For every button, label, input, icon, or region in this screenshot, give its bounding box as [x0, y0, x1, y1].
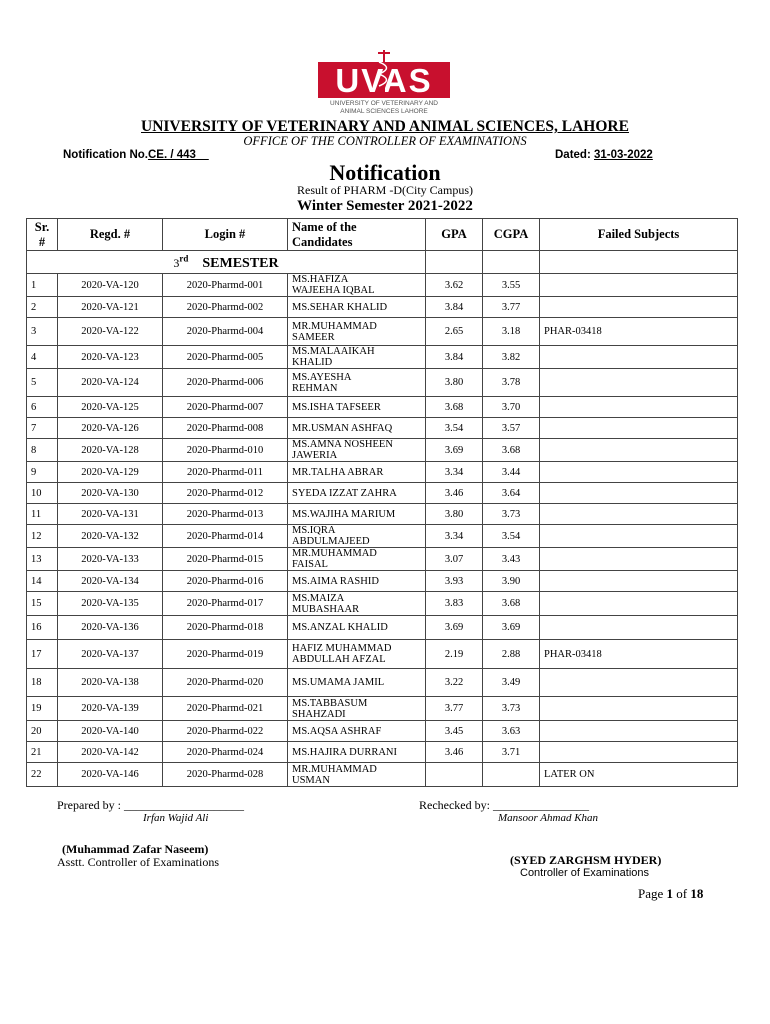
name-cell	[288, 616, 426, 640]
notification-number-label: Notification No.	[63, 149, 148, 161]
candidate-name-line2: JAWERIA	[292, 450, 338, 461]
sr-cell: 8	[27, 439, 58, 462]
sr-cell: 20	[27, 721, 58, 742]
login-cell: 2020-Pharmd-015	[163, 548, 288, 571]
name-cell	[288, 397, 426, 418]
candidate-name-line1: MS.WAJIHA MARIUM	[292, 508, 396, 520]
gpa-cell: 2.65	[426, 318, 483, 346]
candidate-name-line2: WAJEEHA IQBAL	[292, 285, 375, 296]
rechecked-by: Rechecked by: ________________	[419, 798, 589, 812]
candidate-name-line1: MS.SEHAR KHALID	[292, 301, 388, 313]
semester-label	[173, 253, 279, 272]
cgpa-cell: 2.88	[483, 640, 540, 669]
table-row	[27, 525, 738, 548]
candidate-name-line1: MR.MUHAMMAD	[292, 763, 377, 775]
regd-cell: 2020-VA-137	[58, 640, 163, 669]
regd-cell: 2020-VA-132	[58, 525, 163, 548]
result-of-subtitle: Result of PHARM -D(City Campus)	[296, 183, 473, 197]
candidate-name-line2: ABDULLAH AFZAL	[292, 654, 386, 665]
table-row	[27, 369, 738, 397]
gpa-cell: 3.45	[426, 721, 483, 742]
login-cell: 2020-Pharmd-019	[163, 640, 288, 669]
semester-ordinal: rd	[179, 253, 189, 264]
gpa-cell: 3.80	[426, 504, 483, 525]
failed-cell	[540, 418, 738, 439]
regd-cell: 2020-VA-146	[58, 763, 163, 787]
sr-cell: 1	[27, 274, 58, 297]
table-row	[27, 504, 738, 525]
cgpa-cell: 3.70	[483, 397, 540, 418]
gpa-cell: 3.22	[426, 669, 483, 697]
candidate-name-line1: MS.UMAMA JAMIL	[292, 677, 385, 688]
regd-cell: 2020-VA-124	[58, 369, 163, 397]
regd-cell: 2020-VA-135	[58, 592, 163, 616]
candidate-name-line1: MR.TALHA ABRAR	[292, 466, 384, 478]
cgpa-cell	[483, 763, 540, 787]
sr-cell: 7	[27, 418, 58, 439]
prepared-by-name: Irfan Wajid Ali	[143, 812, 209, 824]
failed-cell	[540, 397, 738, 418]
name-cell	[288, 548, 426, 571]
gpa-cell: 3.84	[426, 297, 483, 318]
logo-text: UVAS	[335, 62, 433, 99]
table-row	[27, 640, 738, 669]
col-header-sr	[27, 219, 58, 251]
candidate-name-line2: KHALID	[292, 357, 333, 368]
regd-cell: 2020-VA-130	[58, 483, 163, 504]
controller-title: Controller of Examinations	[520, 867, 650, 879]
candidate-name-line1: MR.MUHAMMAD	[292, 548, 377, 559]
login-cell: 2020-Pharmd-016	[163, 571, 288, 592]
sr-cell: 15	[27, 592, 58, 616]
cgpa-cell: 3.49	[483, 669, 540, 697]
candidate-name-line1: MS.IQRA	[292, 525, 336, 536]
regd-cell: 2020-VA-139	[58, 697, 163, 721]
login-cell: 2020-Pharmd-014	[163, 525, 288, 548]
sr-cell: 10	[27, 483, 58, 504]
login-cell: 2020-Pharmd-007	[163, 397, 288, 418]
sr-cell: 4	[27, 346, 58, 369]
table-row	[27, 297, 738, 318]
gpa-cell: 3.80	[426, 369, 483, 397]
table-row	[27, 397, 738, 418]
gpa-cell: 3.34	[426, 462, 483, 483]
candidate-name-line1: MS.TABBASUM	[292, 697, 368, 709]
assistant-controller-title: Asstt. Controller of Examinations	[57, 855, 219, 869]
gpa-cell: 2.19	[426, 640, 483, 669]
rechecked-by-name: Mansoor Ahmad Khan	[498, 812, 599, 824]
sr-cell: 3	[27, 318, 58, 346]
failed-cell: PHAR-03418	[540, 640, 738, 669]
logo-subtitle-line1: UNIVERSITY OF VETERINARY AND	[330, 100, 438, 107]
col-header-sr-line2: #	[38, 234, 46, 249]
cgpa-cell: 3.78	[483, 369, 540, 397]
candidate-name-line2: SAMEER	[292, 331, 335, 343]
semester-row	[27, 251, 738, 274]
table-row	[27, 548, 738, 571]
name-cell	[288, 592, 426, 616]
page-number	[638, 886, 703, 902]
name-cell	[288, 462, 426, 483]
candidate-name-line1: MS.AMNA NOSHEEN	[292, 439, 393, 450]
prepared-by: Prepared by : ____________________	[57, 798, 244, 812]
sr-cell: 9	[27, 462, 58, 483]
dated-label: Dated:	[555, 149, 594, 161]
failed-cell	[540, 669, 738, 697]
page-of: of	[673, 886, 691, 901]
col-header-gpa: GPA	[426, 219, 483, 251]
gpa-cell: 3.34	[426, 525, 483, 548]
notification-number-value: CE. / 443__	[147, 149, 209, 161]
failed-cell	[540, 616, 738, 640]
candidate-name-line1: MS.AIMA RASHID	[292, 575, 379, 587]
controller-name: (SYED ZARGHSM HYDER)	[510, 853, 662, 867]
cgpa-cell: 3.69	[483, 616, 540, 640]
gpa-cell	[426, 763, 483, 787]
failed-cell	[540, 721, 738, 742]
name-cell	[288, 483, 426, 504]
col-header-sr-line1: Sr.	[34, 219, 50, 234]
page-title: Notification	[329, 160, 441, 185]
gpa-cell: 3.93	[426, 571, 483, 592]
login-cell: 2020-Pharmd-001	[163, 274, 288, 297]
failed-cell	[540, 346, 738, 369]
page-total: 18	[690, 886, 704, 901]
uvas-logo	[313, 48, 455, 118]
candidate-name-line1: MS.HAFIZA	[292, 274, 349, 285]
table-row	[27, 274, 738, 297]
regd-cell: 2020-VA-123	[58, 346, 163, 369]
failed-cell	[540, 274, 738, 297]
failed-cell	[540, 742, 738, 763]
results-table	[26, 218, 738, 787]
name-cell	[288, 697, 426, 721]
col-header-name-line1: Name of the	[292, 219, 357, 234]
regd-cell: 2020-VA-138	[58, 669, 163, 697]
table-row	[27, 483, 738, 504]
table-row	[27, 318, 738, 346]
cgpa-cell: 3.73	[483, 504, 540, 525]
candidate-name-line1: MS.ISHA TAFSEER	[292, 401, 381, 413]
regd-cell: 2020-VA-122	[58, 318, 163, 346]
cgpa-cell: 3.68	[483, 592, 540, 616]
cgpa-cell: 3.82	[483, 346, 540, 369]
failed-cell	[540, 571, 738, 592]
col-header-cgpa: CGPA	[483, 219, 540, 251]
candidate-name-line1: SYEDA IZZAT ZAHRA	[292, 487, 397, 499]
failed-cell: PHAR-03418	[540, 318, 738, 346]
login-cell: 2020-Pharmd-028	[163, 763, 288, 787]
candidate-name-line2: REHMAN	[292, 382, 338, 394]
sr-cell: 11	[27, 504, 58, 525]
cgpa-cell: 3.18	[483, 318, 540, 346]
login-cell: 2020-Pharmd-021	[163, 697, 288, 721]
failed-cell	[540, 697, 738, 721]
failed-cell: LATER ON	[540, 763, 738, 787]
candidate-name-line1: MS.AYESHA	[292, 371, 352, 383]
failed-cell	[540, 297, 738, 318]
candidate-name-line1: MR.MUHAMMAD	[292, 320, 377, 332]
login-cell: 2020-Pharmd-004	[163, 318, 288, 346]
gpa-cell: 3.46	[426, 483, 483, 504]
name-cell	[288, 297, 426, 318]
regd-cell: 2020-VA-133	[58, 548, 163, 571]
sr-cell: 6	[27, 397, 58, 418]
failed-cell	[540, 525, 738, 548]
regd-cell: 2020-VA-121	[58, 297, 163, 318]
name-cell	[288, 742, 426, 763]
name-cell	[288, 274, 426, 297]
semester-label-cell	[27, 251, 426, 274]
login-cell: 2020-Pharmd-012	[163, 483, 288, 504]
sr-cell: 13	[27, 548, 58, 571]
table-row	[27, 742, 738, 763]
table-row	[27, 697, 738, 721]
cgpa-cell: 3.68	[483, 439, 540, 462]
candidate-name-line1: MS.MALAAIKAH	[292, 346, 375, 357]
login-cell: 2020-Pharmd-010	[163, 439, 288, 462]
gpa-cell: 3.54	[426, 418, 483, 439]
sr-cell: 12	[27, 525, 58, 548]
table-row	[27, 571, 738, 592]
name-cell	[288, 318, 426, 346]
failed-cell	[540, 592, 738, 616]
regd-cell: 2020-VA-128	[58, 439, 163, 462]
table-row	[27, 418, 738, 439]
office-title: OFFICE OF THE CONTROLLER OF EXAMINATIONS	[243, 134, 527, 148]
name-cell	[288, 369, 426, 397]
candidate-name-line1: MS.HAJIRA DURRANI	[292, 746, 398, 758]
col-header-name-line2: Candidates	[292, 234, 353, 249]
cgpa-cell: 3.73	[483, 697, 540, 721]
cgpa-cell: 3.71	[483, 742, 540, 763]
gpa-cell: 3.77	[426, 697, 483, 721]
table-row	[27, 669, 738, 697]
sr-cell: 18	[27, 669, 58, 697]
gpa-cell: 3.46	[426, 742, 483, 763]
sr-cell: 19	[27, 697, 58, 721]
candidate-name-line2: USMAN	[292, 774, 330, 786]
name-cell	[288, 504, 426, 525]
gpa-cell: 3.69	[426, 439, 483, 462]
col-header-failed: Failed Subjects	[540, 219, 738, 251]
sr-cell: 17	[27, 640, 58, 669]
candidate-name-line1: MS.ANZAL KHALID	[292, 622, 388, 633]
login-cell: 2020-Pharmd-005	[163, 346, 288, 369]
table-row	[27, 763, 738, 787]
name-cell	[288, 763, 426, 787]
regd-cell: 2020-VA-131	[58, 504, 163, 525]
semester-gpa-cell	[426, 251, 483, 274]
page-current: 1	[666, 886, 674, 901]
table-row	[27, 721, 738, 742]
logo-subtitle-line2: ANIMAL SCIENCES LAHORE	[340, 108, 428, 115]
table-row	[27, 592, 738, 616]
sr-cell: 21	[27, 742, 58, 763]
cgpa-cell: 3.44	[483, 462, 540, 483]
table-row	[27, 439, 738, 462]
name-cell	[288, 669, 426, 697]
semester-number: 3	[173, 256, 180, 271]
candidate-name-line1: MS.MAIZA	[292, 592, 345, 604]
name-cell	[288, 571, 426, 592]
dated-value: 31-03-2022	[593, 149, 653, 161]
candidate-name-line2: ABDULMAJEED	[292, 536, 370, 547]
login-cell: 2020-Pharmd-022	[163, 721, 288, 742]
semester-cgpa-cell	[483, 251, 540, 274]
caduceus-icon	[373, 48, 395, 98]
regd-cell: 2020-VA-125	[58, 397, 163, 418]
login-cell: 2020-Pharmd-024	[163, 742, 288, 763]
failed-cell	[540, 483, 738, 504]
cgpa-cell: 3.43	[483, 548, 540, 571]
university-title: UNIVERSITY OF VETERINARY AND ANIMAL SCIENCES, LAHORE	[141, 118, 629, 135]
cgpa-cell: 3.55	[483, 274, 540, 297]
login-cell: 2020-Pharmd-020	[163, 669, 288, 697]
login-cell: 2020-Pharmd-017	[163, 592, 288, 616]
failed-cell	[540, 369, 738, 397]
failed-cell	[540, 504, 738, 525]
table-row	[27, 346, 738, 369]
regd-cell: 2020-VA-129	[58, 462, 163, 483]
gpa-cell: 3.68	[426, 397, 483, 418]
login-cell: 2020-Pharmd-002	[163, 297, 288, 318]
gpa-cell: 3.62	[426, 274, 483, 297]
semester-session-title: Winter Semester 2021-2022	[297, 198, 473, 214]
login-cell: 2020-Pharmd-011	[163, 462, 288, 483]
gpa-cell: 3.07	[426, 548, 483, 571]
regd-cell: 2020-VA-142	[58, 742, 163, 763]
candidate-name-line2: SHAHZADI	[292, 708, 346, 720]
col-header-name	[288, 219, 426, 251]
login-cell: 2020-Pharmd-008	[163, 418, 288, 439]
candidate-name-line1: MR.USMAN ASHFAQ	[292, 422, 393, 434]
name-cell	[288, 346, 426, 369]
regd-cell: 2020-VA-126	[58, 418, 163, 439]
regd-cell: 2020-VA-136	[58, 616, 163, 640]
failed-cell	[540, 462, 738, 483]
regd-cell: 2020-VA-134	[58, 571, 163, 592]
page-label: Page	[638, 886, 667, 901]
table-header-row	[27, 219, 738, 251]
sr-cell: 22	[27, 763, 58, 787]
gpa-cell: 3.83	[426, 592, 483, 616]
login-cell: 2020-Pharmd-018	[163, 616, 288, 640]
name-cell	[288, 640, 426, 669]
name-cell	[288, 418, 426, 439]
cgpa-cell: 3.90	[483, 571, 540, 592]
candidate-name-line2: MUBASHAAR	[292, 603, 360, 615]
table-row	[27, 616, 738, 640]
login-cell: 2020-Pharmd-013	[163, 504, 288, 525]
gpa-cell: 3.84	[426, 346, 483, 369]
cgpa-cell: 3.54	[483, 525, 540, 548]
cgpa-cell: 3.77	[483, 297, 540, 318]
logo-subtitle	[313, 100, 455, 116]
cgpa-cell: 3.63	[483, 721, 540, 742]
table-row	[27, 462, 738, 483]
name-cell	[288, 439, 426, 462]
cgpa-cell: 3.57	[483, 418, 540, 439]
sr-cell: 16	[27, 616, 58, 640]
candidate-name-line1: HAFIZ MUHAMMAD	[292, 643, 392, 654]
candidate-name-line2: FAISAL	[292, 559, 328, 570]
failed-cell	[540, 548, 738, 571]
name-cell	[288, 525, 426, 548]
semester-word: SEMESTER	[202, 256, 279, 272]
sr-cell: 2	[27, 297, 58, 318]
assistant-controller-name: (Muhammad Zafar Naseem)	[62, 842, 209, 856]
col-header-login: Login #	[163, 219, 288, 251]
failed-cell	[540, 439, 738, 462]
sr-cell: 5	[27, 369, 58, 397]
semester-failed-cell	[540, 251, 738, 274]
col-header-regd: Regd. #	[58, 219, 163, 251]
login-cell: 2020-Pharmd-006	[163, 369, 288, 397]
sr-cell: 14	[27, 571, 58, 592]
regd-cell: 2020-VA-120	[58, 274, 163, 297]
name-cell	[288, 721, 426, 742]
cgpa-cell: 3.64	[483, 483, 540, 504]
candidate-name-line1: MS.AQSA ASHRAF	[292, 725, 382, 737]
gpa-cell: 3.69	[426, 616, 483, 640]
regd-cell: 2020-VA-140	[58, 721, 163, 742]
